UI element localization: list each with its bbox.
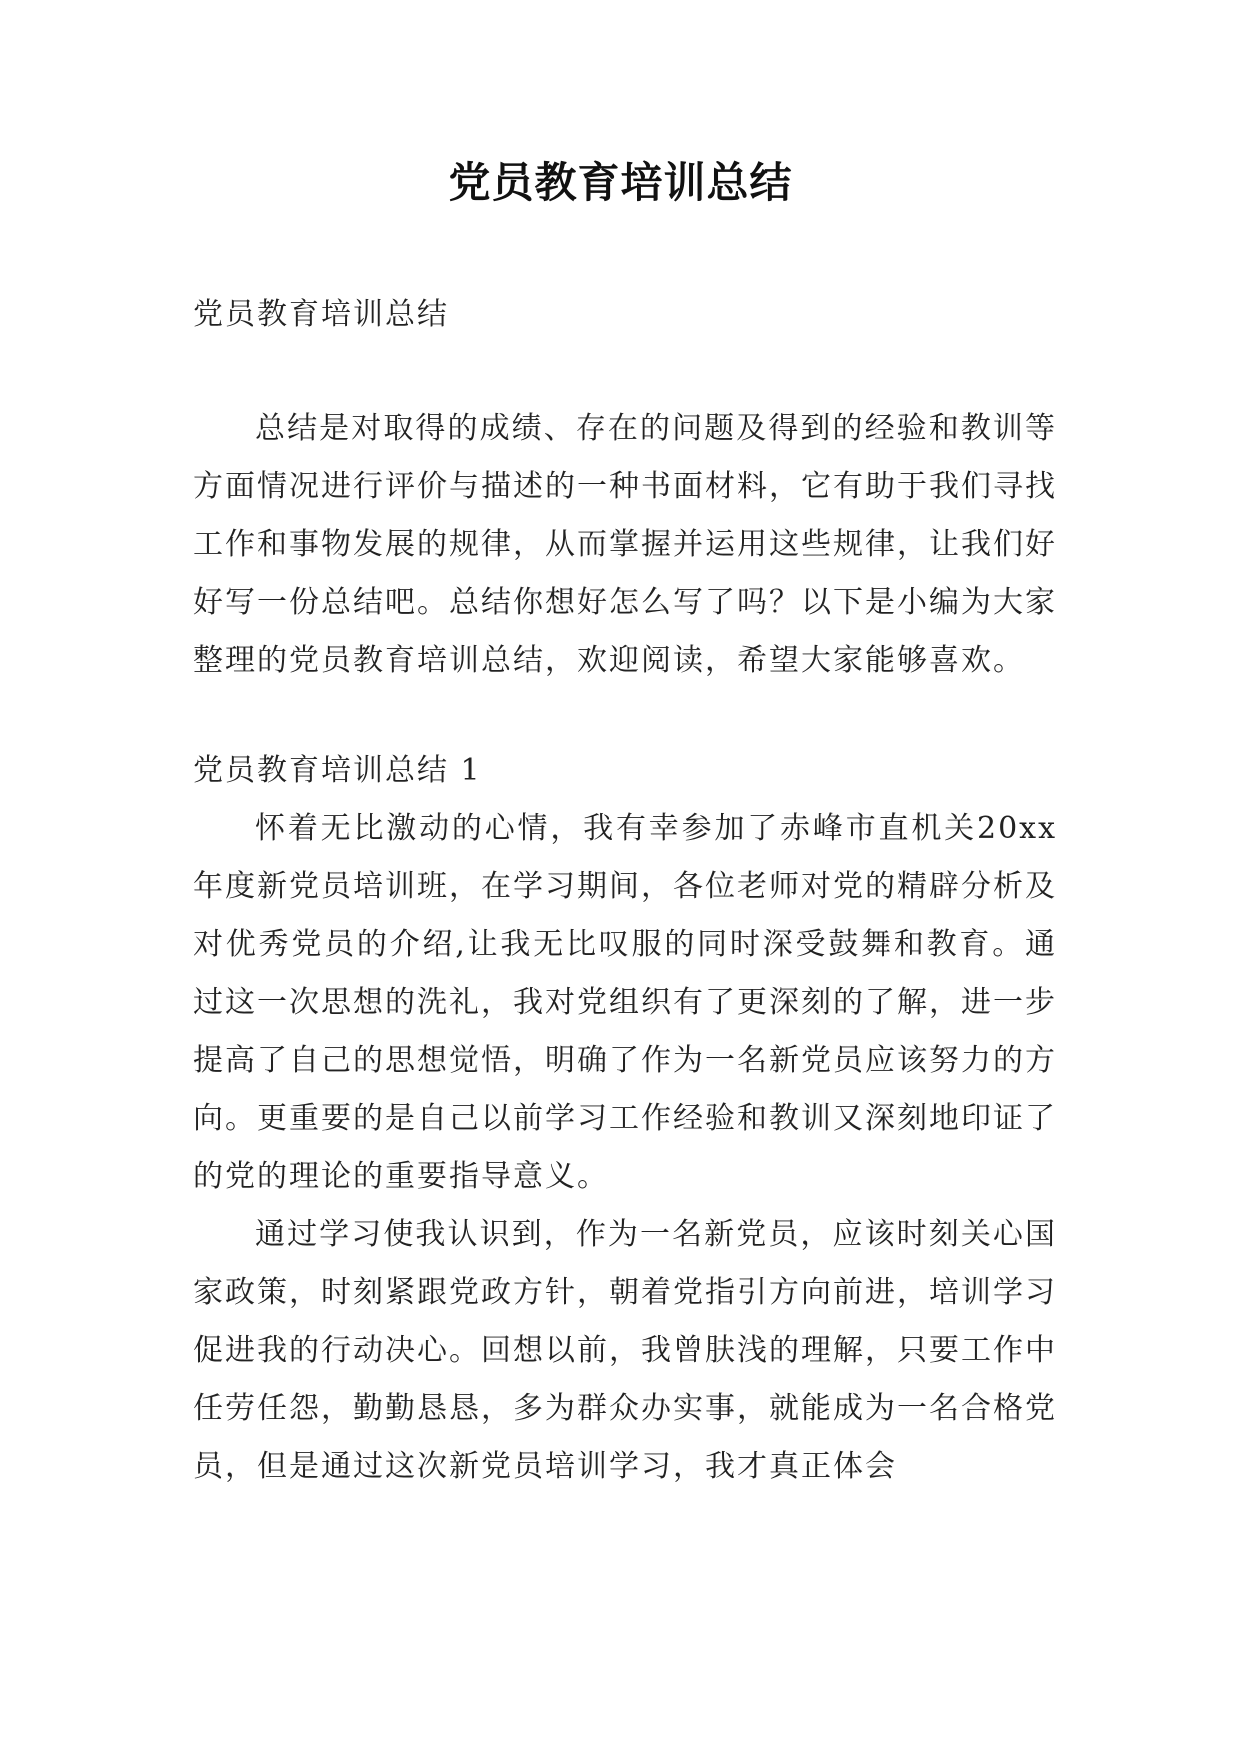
document-subtitle: 党员教育培训总结 [193, 297, 449, 332]
body-paragraph: 怀着无比激动的心情，我有幸参加了赤峰市直机关20xx年度新党员培训班，在学习期间，各位老师对党的精辟分析及对优秀党员的介绍,让我无比叹服的同时深受鼓舞和教育。通过这一次思想的洗礼，我对党组织有了更深刻的了解，进一步提高了自己的思想觉悟，明确了作为一名新党员应该努力的方向。更重要的是自己以前学习工作经验和教训又深刻地印证了的党的理论的重要指导意义。 [193, 811, 1057, 1194]
spacer [193, 344, 1057, 400]
body-paragraph: 通过学习使我认识到，作为一名新党员，应该时刻关心国家政策，时刻紧跟党政方针，朝着党指引方向前进，培训学习促进我的行动决心。回想以前，我曾肤浅的理解，只要工作中任劳任怨，勤勤恳恳，多为群众办实事，就能成为一名合格党员，但是通过这次新党员培训学习，我才真正体会 [193, 1217, 1057, 1484]
section-heading: 党员教育培训总结 1 [193, 753, 482, 788]
document-body [193, 286, 1057, 1496]
spacer [193, 690, 1057, 742]
document-title: 党员教育培训总结 [448, 158, 793, 207]
intro-paragraph: 总结是对取得的成绩、存在的问题及得到的经验和教训等方面情况进行评价与描述的一种书面材料，它有助于我们寻找工作和事物发展的规律，从而掌握并运用这些规律，让我们好好写一份总结吧。总结你想好怎么写了吗？以下是小编为大家整理的党员教育培训总结，欢迎阅读，希望大家能够喜欢。 [193, 411, 1057, 678]
